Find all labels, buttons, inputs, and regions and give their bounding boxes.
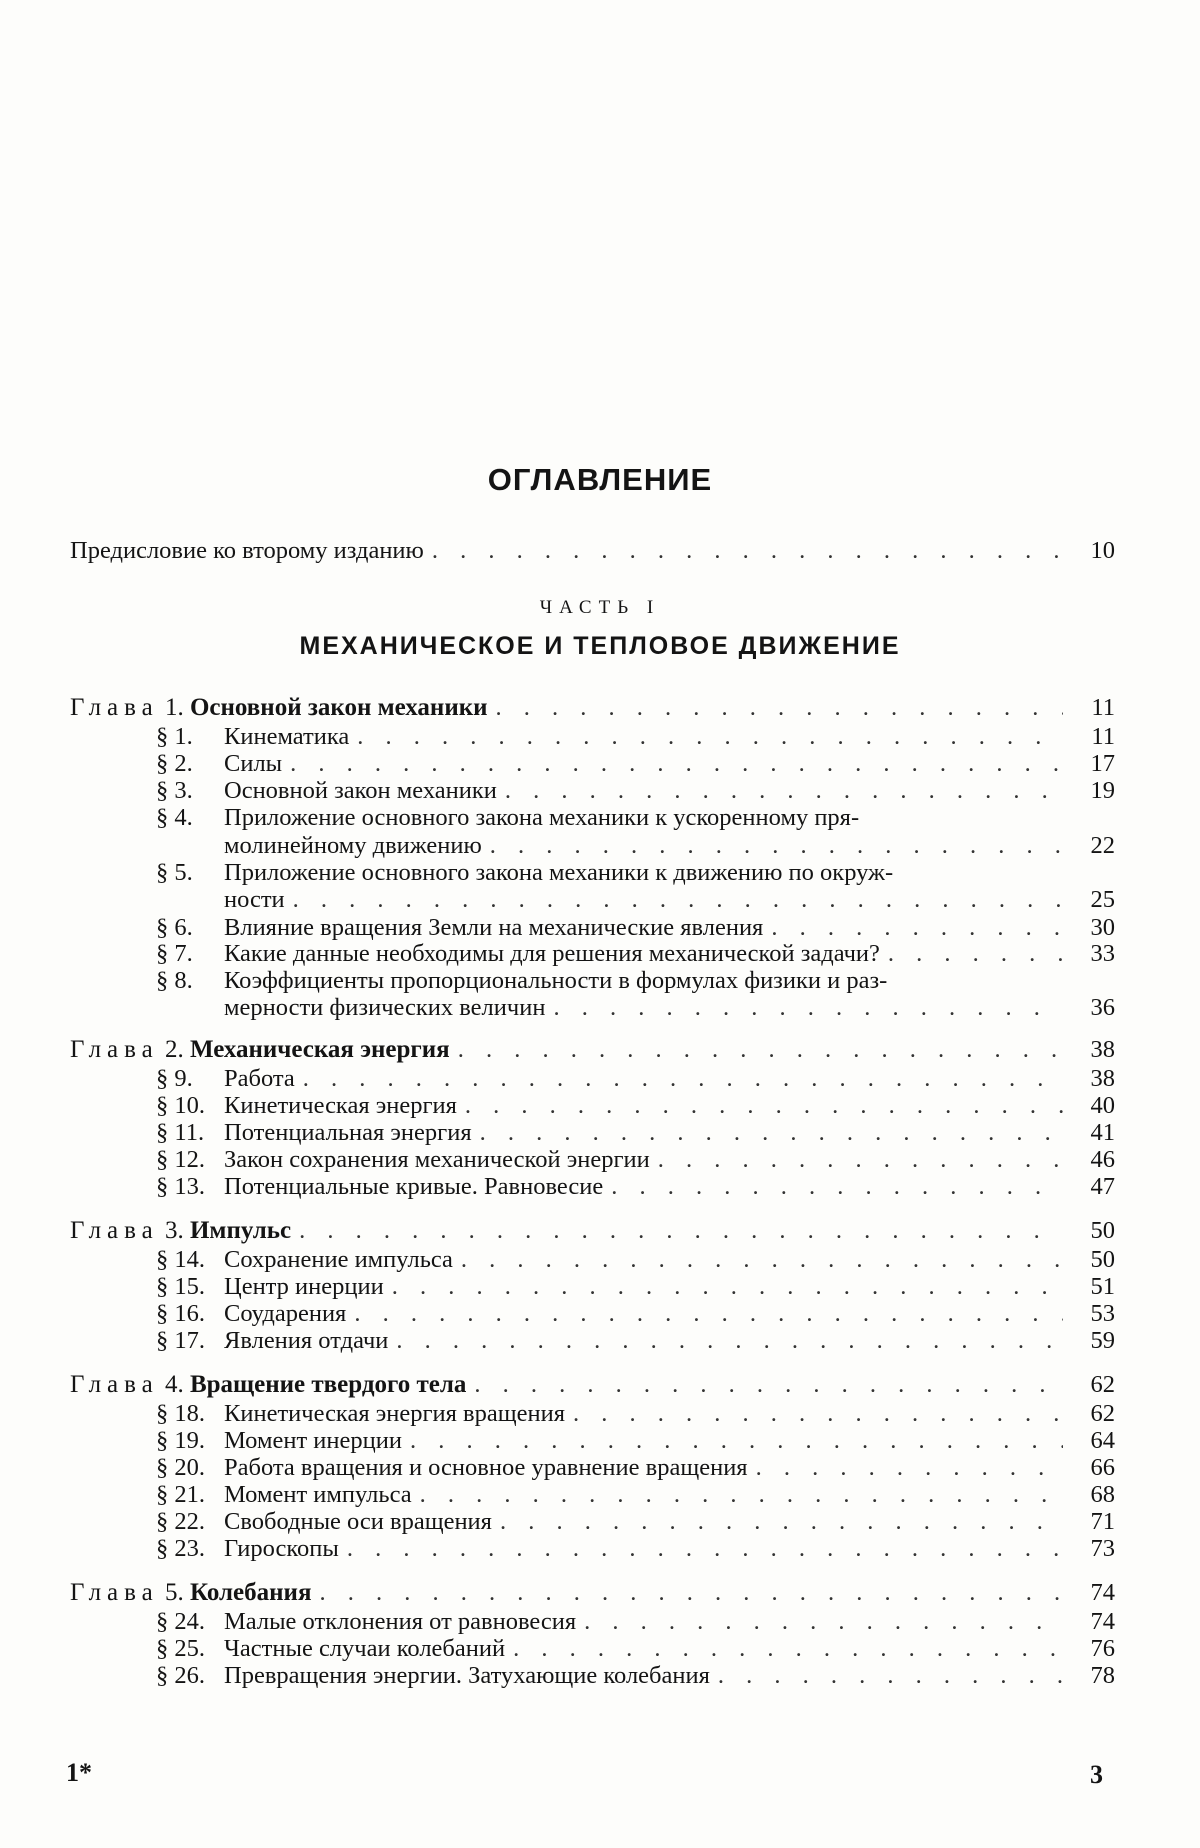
section-number: § 18. xyxy=(156,1400,205,1427)
section-entry[interactable] xyxy=(156,1426,1115,1456)
section-number: § 1. xyxy=(156,723,193,750)
section-label xyxy=(156,1326,388,1356)
toc-page-number: 59 xyxy=(1090,1327,1115,1354)
section-title: Какие данные необходимы для решения механической задачи? xyxy=(224,940,880,967)
section-number: § 15. xyxy=(156,1273,205,1300)
dot-leader xyxy=(480,1118,1063,1148)
chapter-word: Глава xyxy=(70,694,159,721)
page-number: 3 xyxy=(1090,1760,1103,1789)
section-number: § 4. xyxy=(156,804,193,831)
section-label xyxy=(156,1091,457,1121)
toc-page-number: 41 xyxy=(1090,1119,1115,1146)
signature-mark: 1* xyxy=(66,1758,92,1787)
dot-leader xyxy=(432,536,1063,566)
chapter-word: Глава xyxy=(70,1217,159,1244)
toc-page-number: 46 xyxy=(1090,1146,1115,1173)
chapter-heading[interactable] xyxy=(70,1370,1115,1400)
dot-leader xyxy=(573,1399,1063,1429)
section-number: § 21. xyxy=(156,1481,205,1508)
toc-page-number: 50 xyxy=(1090,1246,1115,1273)
dot-leader xyxy=(465,1091,1063,1121)
section-number: § 3. xyxy=(156,777,193,804)
section-entry[interactable] xyxy=(224,993,1115,1023)
section-label xyxy=(156,1299,346,1329)
dot-leader xyxy=(505,776,1063,806)
section-number: § 5. xyxy=(156,859,193,886)
section-entry[interactable] xyxy=(156,1399,1115,1429)
section-title: Приложение основного закона механики к движению по окруж- xyxy=(224,859,894,886)
chapter-heading[interactable] xyxy=(70,1578,1115,1608)
section-title: Основной закон механики xyxy=(224,777,497,804)
section-label xyxy=(156,1634,505,1664)
section-label xyxy=(156,1145,650,1175)
section-title: Кинетическая энергия вращения xyxy=(224,1400,565,1427)
section-number: § 17. xyxy=(156,1327,205,1354)
section-label xyxy=(156,722,349,752)
toc-page-number: 71 xyxy=(1090,1508,1115,1535)
section-title-continued: молинейному движению xyxy=(224,832,482,859)
section-number: § 10. xyxy=(156,1092,205,1119)
section-label xyxy=(156,1272,384,1302)
page-title: ОГЛАВЛЕНИЕ xyxy=(487,462,713,497)
dot-leader xyxy=(553,993,1063,1023)
section-entry[interactable] xyxy=(156,1091,1115,1121)
section-title: Гироскопы xyxy=(224,1535,339,1562)
section-title: Кинетическая энергия xyxy=(224,1092,457,1119)
section-title: Малые отклонения от равновесия xyxy=(224,1608,577,1635)
section-entry[interactable] xyxy=(156,722,1115,752)
section-title-continued: мерности физических величин xyxy=(224,994,546,1021)
dot-leader xyxy=(474,1370,1063,1400)
section-entry[interactable] xyxy=(156,1245,1115,1275)
section-number: § 24. xyxy=(156,1608,205,1635)
section-label xyxy=(156,749,282,779)
toc-page-number: 10 xyxy=(1090,537,1115,564)
section-number: § 25. xyxy=(156,1635,205,1662)
section-title: Закон сохранения механической энергии xyxy=(224,1146,650,1173)
section-title: Потенциальные кривые. Равновесие xyxy=(224,1173,604,1200)
section-title-line[interactable] xyxy=(156,803,1027,833)
section-entry[interactable] xyxy=(156,1299,1115,1329)
toc-page-number: 47 xyxy=(1090,1173,1115,1200)
toc-page-number: 33 xyxy=(1090,940,1115,967)
toc-page-number: 78 xyxy=(1090,1662,1115,1689)
section-title: Силы xyxy=(224,750,283,777)
dot-leader xyxy=(584,1607,1063,1637)
toc-page-number: 17 xyxy=(1090,750,1115,777)
section-label xyxy=(156,1118,472,1148)
toc-page-number: 64 xyxy=(1090,1427,1115,1454)
chapter-label xyxy=(70,1216,291,1246)
section-title: Сохранение импульса xyxy=(224,1246,453,1273)
toc-page-number: 53 xyxy=(1090,1300,1115,1327)
section-number: § 7. xyxy=(156,940,193,967)
dot-leader xyxy=(756,1453,1063,1483)
section-entry[interactable] xyxy=(156,1118,1115,1148)
toc-page-number: 38 xyxy=(1090,1036,1115,1063)
section-entry[interactable] xyxy=(156,1480,1115,1510)
section-number: § 22. xyxy=(156,1508,205,1535)
toc-page-number: 11 xyxy=(1091,723,1115,750)
section-entry[interactable] xyxy=(156,749,1115,779)
dot-leader xyxy=(410,1426,1063,1456)
section-label xyxy=(156,1172,603,1202)
chapter-label xyxy=(70,1578,311,1608)
section-title: Работа xyxy=(224,1065,295,1092)
section-title: Момент инерции xyxy=(224,1427,402,1454)
chapter-number: 3. xyxy=(164,1217,184,1244)
chapter-number: 1. xyxy=(164,694,184,721)
toc-page-number: 19 xyxy=(1090,777,1115,804)
section-label xyxy=(156,939,880,969)
dot-leader xyxy=(303,1064,1063,1094)
dot-leader xyxy=(658,1145,1063,1175)
section-label xyxy=(156,1399,565,1429)
section-label xyxy=(156,1064,295,1094)
part-title: МЕХАНИЧЕСКОЕ И ТЕПЛОВОЕ ДВИЖЕНИЕ xyxy=(299,632,901,660)
chapter-title: Вращение твердого тела xyxy=(189,1371,467,1398)
toc-page-number: 51 xyxy=(1090,1273,1115,1300)
part-label: ЧАСТЬ I xyxy=(539,597,661,618)
section-title: Кинематика xyxy=(224,723,350,750)
section-number: § 9. xyxy=(156,1065,193,1092)
chapter-word: Глава xyxy=(70,1371,159,1398)
section-title: Явления отдачи xyxy=(224,1327,389,1354)
section-title: Влияние вращения Земли на механические явления xyxy=(224,914,764,941)
toc-page-number: 68 xyxy=(1090,1481,1115,1508)
dot-leader xyxy=(496,693,1063,723)
section-title: Момент импульса xyxy=(224,1481,412,1508)
section-label xyxy=(156,1607,576,1637)
dot-leader xyxy=(357,722,1063,752)
section-number: § 14. xyxy=(156,1246,205,1273)
section-entry[interactable] xyxy=(156,1272,1115,1302)
chapter-label xyxy=(70,693,488,723)
dot-leader xyxy=(513,1634,1063,1664)
section-title-line[interactable] xyxy=(156,966,1027,996)
dot-leader xyxy=(293,885,1063,915)
section-entry[interactable] xyxy=(156,776,1115,806)
dot-leader xyxy=(396,1326,1063,1356)
section-title: Свободные оси вращения xyxy=(224,1508,492,1535)
chapter-title: Импульс xyxy=(189,1217,292,1244)
section-title: Коэффициенты пропорциональности в формулах физики и раз- xyxy=(224,967,888,994)
section-entry[interactable] xyxy=(156,1507,1115,1537)
section-entry[interactable] xyxy=(156,1634,1115,1664)
dot-leader xyxy=(354,1299,1063,1329)
section-label xyxy=(156,1453,748,1483)
section-label xyxy=(156,1507,492,1537)
section-title: Соударения xyxy=(224,1300,347,1327)
dot-leader xyxy=(299,1216,1063,1246)
chapter-word: Глава xyxy=(70,1036,159,1063)
toc-page-number: 11 xyxy=(1091,694,1115,721)
section-entry[interactable] xyxy=(156,1064,1115,1094)
section-number: § 11. xyxy=(156,1119,205,1146)
chapter-number: 2. xyxy=(164,1036,184,1063)
section-title: Работа вращения и основное уравнение вращения xyxy=(224,1454,748,1481)
toc-page-number: 50 xyxy=(1090,1217,1115,1244)
section-entry[interactable] xyxy=(224,831,1115,861)
chapter-word: Глава xyxy=(70,1579,159,1606)
section-title: Приложение основного закона механики к ускоренному пря- xyxy=(224,804,860,831)
toc-page-number: 62 xyxy=(1090,1400,1115,1427)
toc-page-number: 36 xyxy=(1090,994,1115,1021)
chapter-heading[interactable] xyxy=(70,1035,1115,1065)
section-entry[interactable] xyxy=(156,1326,1115,1356)
chapter-title: Колебания xyxy=(189,1579,312,1606)
dot-leader xyxy=(319,1578,1063,1608)
dot-leader xyxy=(718,1661,1063,1691)
dot-leader xyxy=(611,1172,1063,1202)
chapter-label xyxy=(70,1035,450,1065)
section-number: § 23. xyxy=(156,1535,205,1562)
section-entry[interactable] xyxy=(156,939,1115,969)
chapter-label xyxy=(70,1370,466,1400)
section-entry[interactable] xyxy=(156,1534,1115,1564)
dot-leader xyxy=(290,749,1063,779)
toc-page-number: 40 xyxy=(1090,1092,1115,1119)
section-label xyxy=(156,1245,453,1275)
section-title: Центр инерции xyxy=(224,1273,384,1300)
toc-page-number: 74 xyxy=(1090,1579,1115,1606)
toc-entry-preface[interactable] xyxy=(70,536,1115,566)
toc-page-number: 73 xyxy=(1090,1535,1115,1562)
section-entry[interactable] xyxy=(224,885,1115,915)
dot-leader xyxy=(490,831,1063,861)
toc-page-number: 30 xyxy=(1090,914,1115,941)
dot-leader xyxy=(392,1272,1063,1302)
dot-leader xyxy=(458,1035,1063,1065)
section-label xyxy=(156,1426,402,1456)
chapter-heading[interactable] xyxy=(70,693,1115,723)
section-entry[interactable] xyxy=(156,1607,1115,1637)
dot-leader xyxy=(888,939,1063,969)
section-number: § 12. xyxy=(156,1146,205,1173)
section-entry[interactable] xyxy=(156,1453,1115,1483)
section-entry[interactable] xyxy=(156,1145,1115,1175)
chapter-title: Основной закон механики xyxy=(189,694,488,721)
toc-entry-label: Предисловие ко второму изданию xyxy=(70,537,424,564)
section-number: § 13. xyxy=(156,1173,205,1200)
section-title-continued: ности xyxy=(224,886,285,913)
dot-leader xyxy=(347,1534,1063,1564)
toc-page-number: 25 xyxy=(1090,886,1115,913)
chapter-title: Механическая энергия xyxy=(189,1036,450,1063)
section-title: Потенциальная энергия xyxy=(224,1119,472,1146)
section-title: Частные случаи колебаний xyxy=(224,1635,506,1662)
section-number: § 8. xyxy=(156,967,193,994)
chapter-heading[interactable] xyxy=(70,1216,1115,1246)
section-number: § 16. xyxy=(156,1300,205,1327)
dot-leader xyxy=(461,1245,1063,1275)
toc-page-number: 38 xyxy=(1090,1065,1115,1092)
section-label xyxy=(156,776,497,806)
section-title: Превращения энергии. Затухающие колебания xyxy=(224,1662,710,1689)
section-label xyxy=(156,1480,412,1510)
section-entry[interactable] xyxy=(156,1172,1115,1202)
section-label xyxy=(156,1534,339,1564)
section-number: § 2. xyxy=(156,750,193,777)
section-number: § 6. xyxy=(156,914,193,941)
toc-page-number: 76 xyxy=(1090,1635,1115,1662)
dot-leader xyxy=(420,1480,1063,1510)
toc-page-number: 66 xyxy=(1090,1454,1115,1481)
dot-leader xyxy=(500,1507,1063,1537)
chapter-number: 4. xyxy=(164,1371,184,1398)
section-number: § 20. xyxy=(156,1454,205,1481)
section-title-line[interactable] xyxy=(156,858,1027,888)
chapter-number: 5. xyxy=(164,1579,184,1606)
toc-page-number: 74 xyxy=(1090,1608,1115,1635)
section-entry[interactable] xyxy=(156,1661,1115,1691)
section-number: § 26. xyxy=(156,1662,205,1689)
section-label xyxy=(156,1661,710,1691)
section-number: § 19. xyxy=(156,1427,205,1454)
toc-page-number: 22 xyxy=(1090,832,1115,859)
toc-page-number: 62 xyxy=(1090,1371,1115,1398)
